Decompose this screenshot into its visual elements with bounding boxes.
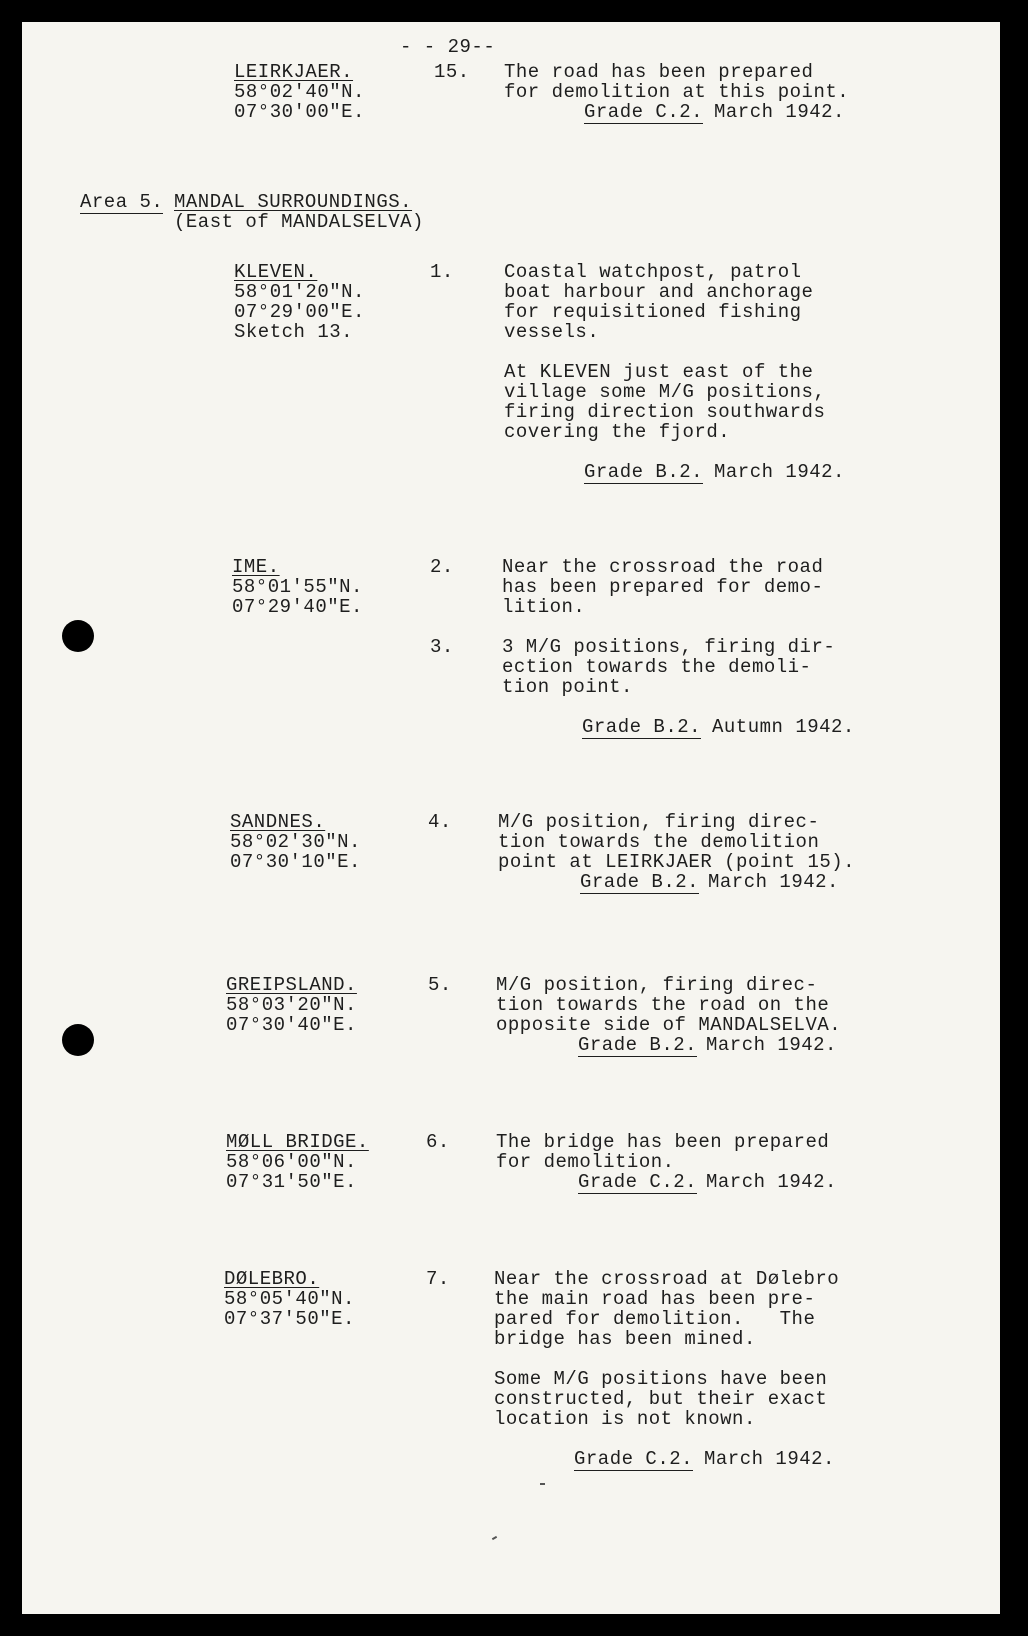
ink-mark [492, 1536, 497, 1540]
latitude: 58°01'55"N. [232, 576, 363, 598]
description-line: village some M/G positions, [504, 381, 826, 403]
place-name: DØLEBRO. [224, 1268, 320, 1290]
description-line: for demolition at this point. [504, 81, 850, 103]
description-line: the main road has been pre- [494, 1288, 816, 1310]
description-line: covering the fjord. [504, 421, 731, 443]
description-line: tion towards the demolition [498, 831, 820, 853]
date: March 1942. [704, 1448, 835, 1470]
description-line: The bridge has been prepared [496, 1131, 830, 1153]
description-line: ection towards the demoli- [502, 656, 812, 678]
description-line: point at LEIRKJAER (point 15). [498, 851, 856, 873]
entry-number: 4. [428, 811, 452, 833]
sketch-reference: Sketch 13. [234, 321, 354, 343]
entry-number: 1. [430, 261, 454, 283]
description-line: opposite side of MANDALSELVA. [496, 1014, 842, 1036]
entry-number: 3. [430, 636, 454, 658]
description-line: At KLEVEN just east of the [504, 361, 814, 383]
date: March 1942. [714, 101, 845, 123]
description-line: Near the crossroad the road [502, 556, 824, 578]
grade: Grade B.2. [584, 461, 704, 483]
date: Autumn 1942. [712, 716, 855, 738]
description-line: Near the crossroad at Dølebro [494, 1268, 840, 1290]
document-page [22, 22, 1000, 1614]
place-name: KLEVEN. [234, 261, 318, 283]
latitude: 58°05'40"N. [224, 1288, 355, 1310]
longitude: 07°30'00"E. [234, 101, 365, 123]
description-line: constructed, but their exact [494, 1388, 828, 1410]
area-subtitle: (East of MANDALSELVA) [174, 211, 424, 233]
description-line: pared for demolition. The [494, 1308, 816, 1330]
place-name: SANDNES. [230, 811, 326, 833]
longitude: 07°31'50"E. [226, 1171, 357, 1193]
grade: Grade B.2. [580, 871, 700, 893]
description-line: tion point. [502, 676, 633, 698]
entry-number: 7. [426, 1268, 450, 1290]
latitude: 58°01'20"N. [234, 281, 365, 303]
description-line: M/G position, firing direc- [498, 811, 820, 833]
longitude: 07°30'40"E. [226, 1014, 357, 1036]
date: March 1942. [706, 1171, 837, 1193]
longitude: 07°30'10"E. [230, 851, 361, 873]
entry-number: 2. [430, 556, 454, 578]
grade: Grade C.2. [584, 101, 704, 123]
grade: Grade C.2. [574, 1448, 694, 1470]
description-line: tion towards the road on the [496, 994, 830, 1016]
description-line: 3 M/G positions, firing dir- [502, 636, 836, 658]
description-line: Some M/G positions have been [494, 1368, 828, 1390]
date: March 1942. [706, 1034, 837, 1056]
punch-hole [62, 1024, 94, 1056]
description-line: has been prepared for demo- [502, 576, 824, 598]
latitude: 58°02'30"N. [230, 831, 361, 853]
date: March 1942. [714, 461, 845, 483]
description-line: boat harbour and anchorage [504, 281, 814, 303]
area-title: MANDAL SURROUNDINGS. [174, 191, 413, 213]
entry-number: 5. [428, 974, 452, 996]
place-name: IME. [232, 556, 280, 578]
entry-number: 6. [426, 1131, 450, 1153]
page-number: - - 29-- [400, 36, 496, 58]
latitude: 58°02'40"N. [234, 81, 365, 103]
description-line: Coastal watchpost, patrol [504, 261, 802, 283]
description-line: location is not known. [494, 1408, 756, 1430]
description-line: vessels. [504, 321, 600, 343]
place-name: MØLL BRIDGE. [226, 1131, 369, 1153]
description-line: lition. [502, 596, 586, 618]
description-line: The road has been prepared [504, 61, 814, 83]
date: March 1942. [708, 871, 839, 893]
entry-number: 15. [434, 61, 470, 83]
description-line: for demolition. [496, 1151, 675, 1173]
longitude: 07°29'00"E. [234, 301, 365, 323]
ink-mark [540, 1483, 545, 1485]
longitude: 07°37'50"E. [224, 1308, 355, 1330]
longitude: 07°29'40"E. [232, 596, 363, 618]
place-name: GREIPSLAND. [226, 974, 357, 996]
punch-hole [62, 620, 94, 652]
latitude: 58°06'00"N. [226, 1151, 357, 1173]
description-line: M/G position, firing direc- [496, 974, 818, 996]
description-line: firing direction southwards [504, 401, 826, 423]
description-line: for requisitioned fishing [504, 301, 802, 323]
description-line: bridge has been mined. [494, 1328, 756, 1350]
place-name: LEIRKJAER. [234, 61, 354, 83]
grade: Grade C.2. [578, 1171, 698, 1193]
grade: Grade B.2. [582, 716, 702, 738]
latitude: 58°03'20"N. [226, 994, 357, 1016]
grade: Grade B.2. [578, 1034, 698, 1056]
area-label: Area 5. [80, 191, 164, 213]
